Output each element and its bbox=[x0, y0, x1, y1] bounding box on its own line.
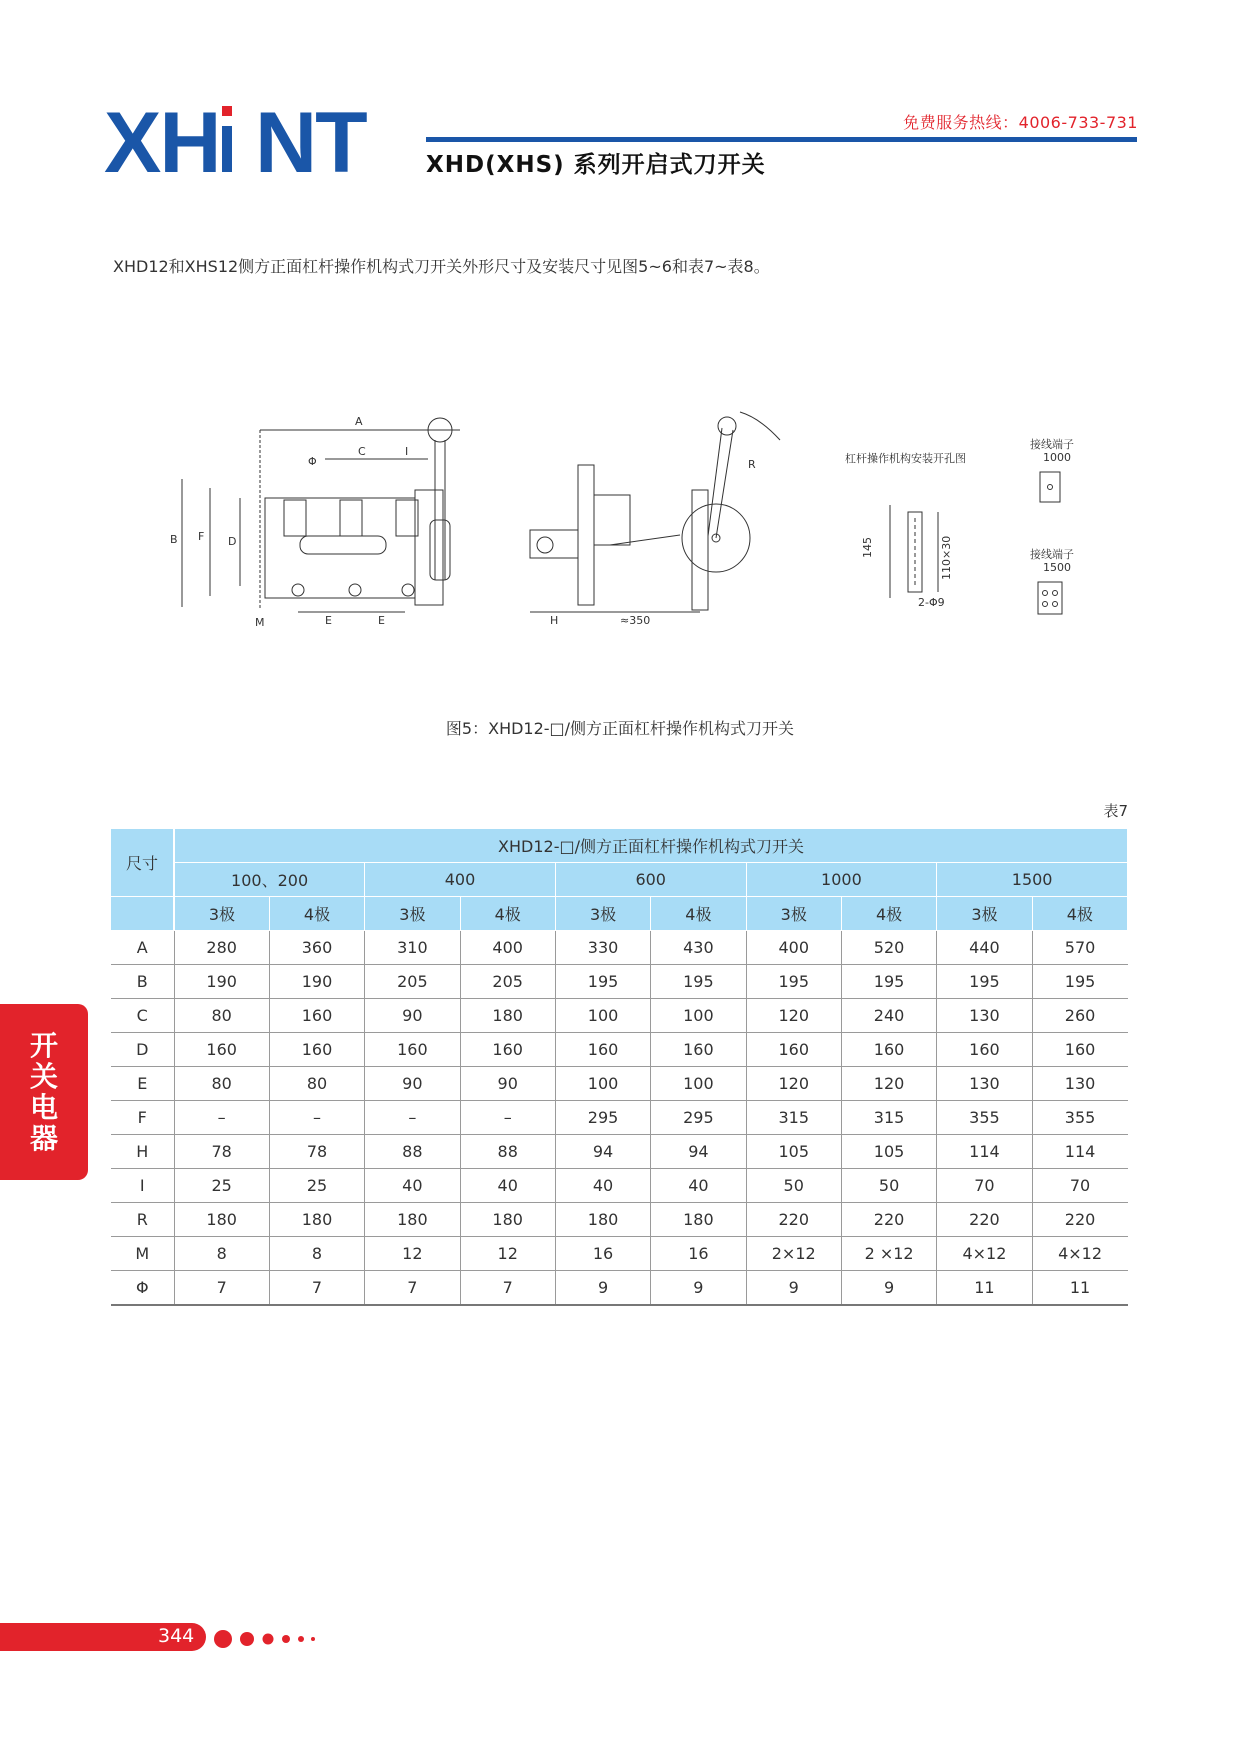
table-cell: 160 bbox=[460, 1033, 555, 1067]
table-cell: – bbox=[460, 1101, 555, 1135]
table-cell: 195 bbox=[1032, 965, 1127, 999]
pole-header: 4极 bbox=[841, 897, 936, 931]
table-cell: 9 bbox=[841, 1271, 936, 1306]
table-cell: 355 bbox=[937, 1101, 1032, 1135]
table-cell: 280 bbox=[174, 931, 269, 965]
intro-text: XHD12和XHS12侧方正面杠杆操作机构式刀开关外形尺寸及安装尺寸见图5~6和表7~表8。 bbox=[113, 257, 770, 276]
row-label: Φ bbox=[111, 1271, 174, 1306]
table-cell: 195 bbox=[651, 965, 746, 999]
table-cell: – bbox=[174, 1101, 269, 1135]
table-row bbox=[111, 1101, 1128, 1135]
table-cell: 440 bbox=[937, 931, 1032, 965]
table-cell: 180 bbox=[174, 1203, 269, 1237]
table-cell: 180 bbox=[651, 1203, 746, 1237]
table-cell: 295 bbox=[651, 1101, 746, 1135]
table-cell: 25 bbox=[269, 1169, 364, 1203]
table-cell: 195 bbox=[841, 965, 936, 999]
terminal-rating-1000: 1000 bbox=[1043, 451, 1071, 464]
table-cell: 88 bbox=[460, 1135, 555, 1169]
table-cell: 205 bbox=[365, 965, 460, 999]
dim-350-label: ≈350 bbox=[620, 614, 651, 627]
pole-header: 3极 bbox=[174, 897, 269, 931]
table-cell: 180 bbox=[555, 1203, 650, 1237]
dim-e-label-2: E bbox=[378, 614, 385, 627]
table-cell: 40 bbox=[555, 1169, 650, 1203]
dim-110x30-label: 110×30 bbox=[940, 535, 953, 580]
table-cell: 2 ×12 bbox=[841, 1237, 936, 1271]
table-cell: 400 bbox=[746, 931, 841, 965]
table-cell: 400 bbox=[460, 931, 555, 965]
table-cell: 7 bbox=[460, 1271, 555, 1306]
table-number: 表7 bbox=[1103, 802, 1128, 820]
dim-e-label-1: E bbox=[325, 614, 332, 627]
row-label: R bbox=[111, 1203, 174, 1237]
table-cell: 315 bbox=[746, 1101, 841, 1135]
mounting-hole-diagram bbox=[845, 451, 966, 609]
table-cell: 295 bbox=[555, 1101, 650, 1135]
dimension-drawing bbox=[160, 400, 1100, 640]
table-corner-header: 尺寸 bbox=[111, 829, 174, 897]
svg-text:NT: NT bbox=[255, 104, 366, 178]
table-cell: 8 bbox=[269, 1237, 364, 1271]
dim-a-label: A bbox=[355, 415, 363, 428]
front-view bbox=[170, 415, 460, 629]
dim-phi-label: Φ bbox=[308, 455, 317, 468]
page-number: 344 bbox=[158, 1625, 195, 1647]
table-cell: 120 bbox=[746, 1067, 841, 1101]
pole-header: 3极 bbox=[555, 897, 650, 931]
table-cell: 7 bbox=[174, 1271, 269, 1306]
dim-r-label: R bbox=[748, 458, 756, 471]
dim-b-label: B bbox=[170, 533, 178, 546]
table-cell: 360 bbox=[269, 931, 364, 965]
figure-caption: 图5：XHD12-□/侧方正面杠杆操作机构式刀开关 bbox=[445, 719, 795, 738]
svg-text:XH: XH bbox=[104, 104, 220, 178]
table-cell: 100 bbox=[651, 1067, 746, 1101]
table-cell: 220 bbox=[841, 1203, 936, 1237]
table-cell: 40 bbox=[365, 1169, 460, 1203]
table-cell: 195 bbox=[746, 965, 841, 999]
table-cell: 100 bbox=[555, 999, 650, 1033]
table-cell: 220 bbox=[746, 1203, 841, 1237]
row-label: B bbox=[111, 965, 174, 999]
rating-header: 100、200 bbox=[174, 863, 365, 897]
table-cell: 355 bbox=[1032, 1101, 1127, 1135]
table-cell: 114 bbox=[937, 1135, 1032, 1169]
dim-2phi9-label: 2-Φ9 bbox=[918, 596, 945, 609]
table-cell: 160 bbox=[269, 999, 364, 1033]
pole-header: 4极 bbox=[269, 897, 364, 931]
table-cell: – bbox=[365, 1101, 460, 1135]
table-cell: 114 bbox=[1032, 1135, 1127, 1169]
table-cell: 520 bbox=[841, 931, 936, 965]
table-cell: 160 bbox=[841, 1033, 936, 1067]
mount-title: 杠杆操作机构安装开孔图 bbox=[845, 452, 966, 465]
table-title: XHD12-□/侧方正面杠杆操作机构式刀开关 bbox=[174, 829, 1128, 863]
table-cell: 4×12 bbox=[937, 1237, 1032, 1271]
dim-c-label: C bbox=[358, 445, 366, 458]
footer-dots bbox=[213, 1627, 323, 1651]
table-cell: 180 bbox=[460, 1203, 555, 1237]
dim-d-label: D bbox=[228, 535, 237, 548]
table-cell: 160 bbox=[937, 1033, 1032, 1067]
series-title: XHD(XHS) 系列开启式刀开关 bbox=[426, 152, 766, 178]
table-row bbox=[111, 1169, 1128, 1203]
dim-i-label: I bbox=[405, 445, 409, 458]
table-cell: 120 bbox=[746, 999, 841, 1033]
table-cell: 205 bbox=[460, 965, 555, 999]
table-cell: 7 bbox=[269, 1271, 364, 1306]
table-cell: 105 bbox=[841, 1135, 936, 1169]
table-cell: 310 bbox=[365, 931, 460, 965]
dimension-table bbox=[111, 829, 1128, 1306]
row-label: I bbox=[111, 1169, 174, 1203]
table-cell: 90 bbox=[460, 1067, 555, 1101]
side-tab-char: 电 bbox=[29, 1091, 58, 1124]
header-rule bbox=[426, 137, 1137, 142]
table-cell: 160 bbox=[1032, 1033, 1127, 1067]
table-cell: 78 bbox=[174, 1135, 269, 1169]
table-row bbox=[111, 1237, 1128, 1271]
table-cell: 130 bbox=[937, 999, 1032, 1033]
table-cell: 190 bbox=[269, 965, 364, 999]
table-row bbox=[111, 931, 1128, 965]
table-cell: 80 bbox=[174, 999, 269, 1033]
table-cell: 160 bbox=[555, 1033, 650, 1067]
rating-header: 1000 bbox=[746, 863, 937, 897]
terminal-label-1000: 接线端子 bbox=[1030, 438, 1074, 451]
table-cell: 50 bbox=[746, 1169, 841, 1203]
table-cell: 40 bbox=[651, 1169, 746, 1203]
terminal-diagrams bbox=[1030, 437, 1074, 614]
table-cell: 88 bbox=[365, 1135, 460, 1169]
table-cell: 105 bbox=[746, 1135, 841, 1169]
dim-145-label: 145 bbox=[861, 537, 874, 558]
table-cell: 11 bbox=[1032, 1271, 1127, 1306]
service-hotline: 免费服务热线：4006-733-731 bbox=[903, 113, 1138, 132]
rating-header: 400 bbox=[365, 863, 556, 897]
table-cell: 160 bbox=[174, 1033, 269, 1067]
table-cell: 50 bbox=[841, 1169, 936, 1203]
table-cell: 240 bbox=[841, 999, 936, 1033]
table-cell: 180 bbox=[269, 1203, 364, 1237]
side-tab-char: 关 bbox=[29, 1060, 58, 1093]
table-cell: 40 bbox=[460, 1169, 555, 1203]
row-label: E bbox=[111, 1067, 174, 1101]
table-cell: 70 bbox=[1032, 1169, 1127, 1203]
table-row bbox=[111, 999, 1128, 1033]
category-side-tab bbox=[0, 1004, 88, 1180]
pole-header: 3极 bbox=[365, 897, 460, 931]
table-cell: 11 bbox=[937, 1271, 1032, 1306]
table-cell: 130 bbox=[1032, 1067, 1127, 1101]
table-cell: 220 bbox=[937, 1203, 1032, 1237]
table-row bbox=[111, 1203, 1128, 1237]
table-cell: 94 bbox=[651, 1135, 746, 1169]
table-cell: 90 bbox=[365, 1067, 460, 1101]
table-cell: 8 bbox=[174, 1237, 269, 1271]
dim-m-label: M bbox=[255, 616, 265, 629]
pole-corner bbox=[111, 897, 174, 931]
table-cell: 9 bbox=[651, 1271, 746, 1306]
table-cell: 4×12 bbox=[1032, 1237, 1127, 1271]
table-cell: 180 bbox=[365, 1203, 460, 1237]
table-cell: – bbox=[269, 1101, 364, 1135]
side-tab-char: 开 bbox=[29, 1029, 58, 1062]
table-cell: 570 bbox=[1032, 931, 1127, 965]
side-tab-char: 器 bbox=[29, 1122, 58, 1155]
dim-h-label: H bbox=[550, 614, 559, 627]
table-cell: 160 bbox=[365, 1033, 460, 1067]
side-view bbox=[530, 412, 780, 627]
table-cell: 25 bbox=[174, 1169, 269, 1203]
table-cell: 9 bbox=[746, 1271, 841, 1306]
table-cell: 195 bbox=[555, 965, 650, 999]
rating-header: 1500 bbox=[937, 863, 1128, 897]
table-row bbox=[111, 965, 1128, 999]
pole-header: 3极 bbox=[746, 897, 841, 931]
table-cell: 160 bbox=[746, 1033, 841, 1067]
dim-f-label: F bbox=[198, 530, 205, 543]
table-cell: 100 bbox=[555, 1067, 650, 1101]
table-cell: 80 bbox=[174, 1067, 269, 1101]
xhnt-logo bbox=[104, 104, 386, 178]
row-label: C bbox=[111, 999, 174, 1033]
table-cell: 195 bbox=[937, 965, 1032, 999]
table-cell: 16 bbox=[555, 1237, 650, 1271]
table-cell: 16 bbox=[651, 1237, 746, 1271]
row-label: F bbox=[111, 1101, 174, 1135]
table-row bbox=[111, 1033, 1128, 1067]
pole-header: 3极 bbox=[937, 897, 1032, 931]
row-label: H bbox=[111, 1135, 174, 1169]
pole-header: 4极 bbox=[460, 897, 555, 931]
table-cell: 100 bbox=[651, 999, 746, 1033]
table-cell: 7 bbox=[365, 1271, 460, 1306]
table-row bbox=[111, 1271, 1128, 1306]
table-cell: 160 bbox=[651, 1033, 746, 1067]
table-row bbox=[111, 1135, 1128, 1169]
table-cell: 70 bbox=[937, 1169, 1032, 1203]
terminal-rating-1500: 1500 bbox=[1043, 561, 1071, 574]
table-cell: 130 bbox=[937, 1067, 1032, 1101]
table-row bbox=[111, 1067, 1128, 1101]
table-cell: 220 bbox=[1032, 1203, 1127, 1237]
table-cell: 315 bbox=[841, 1101, 936, 1135]
terminal-label-1500: 接线端子 bbox=[1030, 548, 1074, 561]
row-label: M bbox=[111, 1237, 174, 1271]
table-cell: 330 bbox=[555, 931, 650, 965]
table-cell: 9 bbox=[555, 1271, 650, 1306]
table-cell: 12 bbox=[365, 1237, 460, 1271]
table-cell: 90 bbox=[365, 999, 460, 1033]
table-cell: 160 bbox=[269, 1033, 364, 1067]
table-cell: 260 bbox=[1032, 999, 1127, 1033]
table-cell: 12 bbox=[460, 1237, 555, 1271]
pole-header: 4极 bbox=[1032, 897, 1127, 931]
table-cell: 94 bbox=[555, 1135, 650, 1169]
table-cell: 80 bbox=[269, 1067, 364, 1101]
row-label: D bbox=[111, 1033, 174, 1067]
pole-header: 4极 bbox=[651, 897, 746, 931]
table-cell: 180 bbox=[460, 999, 555, 1033]
row-label: A bbox=[111, 931, 174, 965]
table-cell: 190 bbox=[174, 965, 269, 999]
table-cell: 78 bbox=[269, 1135, 364, 1169]
table-cell: 430 bbox=[651, 931, 746, 965]
table-cell: 2×12 bbox=[746, 1237, 841, 1271]
table-cell: 120 bbox=[841, 1067, 936, 1101]
rating-header: 600 bbox=[555, 863, 746, 897]
